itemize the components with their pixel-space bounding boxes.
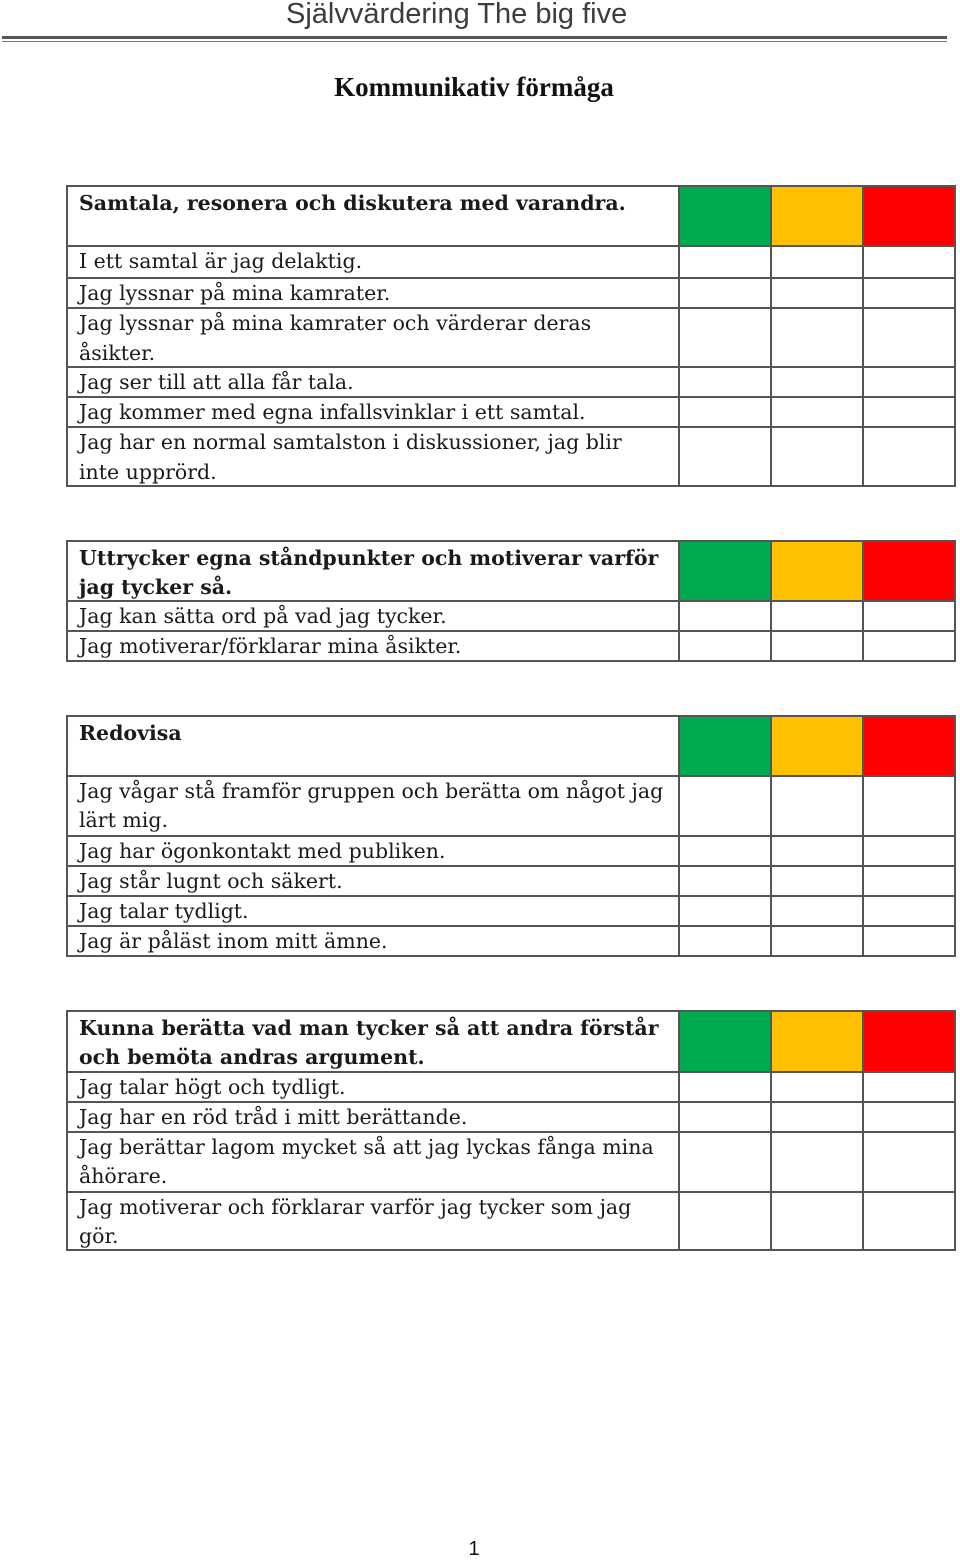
section-heading-row (68, 717, 954, 775)
header-title: Självvärdering The big five (286, 0, 628, 30)
rating-red-cell[interactable] (864, 247, 954, 277)
section-samtala (66, 185, 956, 487)
rating-green-cell[interactable] (680, 867, 772, 895)
rating-red-cell[interactable] (864, 398, 954, 426)
rating-red-cell[interactable] (864, 602, 954, 630)
rating-red-cell[interactable] (864, 1103, 954, 1131)
criterion-row (68, 1073, 954, 1101)
section-heading-row (68, 542, 954, 600)
criterion-row (68, 777, 954, 835)
criterion-text: Jag har en röd tråd i mitt berättande. (68, 1103, 680, 1131)
criterion-row (68, 1193, 954, 1249)
rating-yellow-cell[interactable] (772, 632, 864, 660)
rating-green-cell[interactable] (680, 632, 772, 660)
rating-red-cell[interactable] (864, 837, 954, 865)
criterion-row (68, 428, 954, 485)
section-heading-row (68, 1012, 954, 1071)
criterion-row (68, 837, 954, 865)
criterion-row (68, 247, 954, 277)
rating-green-cell[interactable] (680, 187, 772, 245)
rating-yellow-cell[interactable] (772, 428, 864, 485)
criterion-text: Jag står lugnt och säkert. (68, 867, 680, 895)
rating-yellow-cell[interactable] (772, 187, 864, 245)
section-heading-row (68, 187, 954, 245)
rating-yellow-cell[interactable] (772, 1073, 864, 1101)
section-heading: Kunna berätta vad man tycker så att andra förstår och bemöta andras argument. (68, 1012, 680, 1071)
rating-green-cell[interactable] (680, 368, 772, 396)
criterion-text: I ett samtal är jag delaktig. (68, 247, 680, 277)
rating-green-cell[interactable] (680, 398, 772, 426)
rating-yellow-cell[interactable] (772, 309, 864, 366)
criterion-text: Jag motiverar och förklarar varför jag tycker som jag gör. (68, 1193, 680, 1249)
criterion-row (68, 1133, 954, 1191)
rating-red-cell[interactable] (864, 368, 954, 396)
criterion-row (68, 1103, 954, 1131)
rating-green-cell[interactable] (680, 542, 772, 600)
rating-red-cell[interactable] (864, 717, 954, 775)
criterion-row (68, 279, 954, 307)
rating-green-cell[interactable] (680, 777, 772, 835)
rating-yellow-cell[interactable] (772, 1012, 864, 1071)
rating-yellow-cell[interactable] (772, 368, 864, 396)
rating-red-cell[interactable] (864, 309, 954, 366)
rating-green-cell[interactable] (680, 602, 772, 630)
rating-red-cell[interactable] (864, 632, 954, 660)
rating-red-cell[interactable] (864, 542, 954, 600)
criterion-row (68, 897, 954, 925)
header-rule-thin (2, 41, 947, 42)
header-rule (2, 36, 947, 39)
rating-green-cell[interactable] (680, 1103, 772, 1131)
rating-red-cell[interactable] (864, 187, 954, 245)
criterion-row (68, 309, 954, 366)
criterion-text: Jag talar tydligt. (68, 897, 680, 925)
rating-green-cell[interactable] (680, 1012, 772, 1071)
page-header (0, 0, 960, 48)
criterion-text: Jag berättar lagom mycket så att jag lyckas fånga mina åhörare. (68, 1133, 680, 1191)
criterion-text: Jag kan sätta ord på vad jag tycker. (68, 602, 680, 630)
rating-yellow-cell[interactable] (772, 927, 864, 955)
criterion-row (68, 927, 954, 955)
rating-red-cell[interactable] (864, 897, 954, 925)
criterion-text: Jag lyssnar på mina kamrater. (68, 279, 680, 307)
rating-green-cell[interactable] (680, 1073, 772, 1101)
page-number: 1 (468, 1538, 480, 1560)
rating-yellow-cell[interactable] (772, 1193, 864, 1249)
rating-red-cell[interactable] (864, 1133, 954, 1191)
rating-red-cell[interactable] (864, 927, 954, 955)
rating-yellow-cell[interactable] (772, 247, 864, 277)
criterion-text: Jag ser till att alla får tala. (68, 368, 680, 396)
document-title: Kommunikativ förmåga (334, 72, 614, 102)
rating-red-cell[interactable] (864, 867, 954, 895)
criterion-text: Jag är påläst inom mitt ämne. (68, 927, 680, 955)
section-standpunkter (66, 540, 956, 662)
rating-yellow-cell[interactable] (772, 602, 864, 630)
rating-yellow-cell[interactable] (772, 1103, 864, 1131)
criterion-text: Jag har en normal samtalston i diskussioner, jag blir inte upprörd. (68, 428, 680, 485)
rating-red-cell[interactable] (864, 777, 954, 835)
section-heading: Redovisa (68, 717, 680, 775)
criterion-text: Jag talar högt och tydligt. (68, 1073, 680, 1101)
rating-red-cell[interactable] (864, 1012, 954, 1071)
criterion-row (68, 867, 954, 895)
rating-yellow-cell[interactable] (772, 897, 864, 925)
rating-red-cell[interactable] (864, 1193, 954, 1249)
criterion-row (68, 602, 954, 630)
rating-yellow-cell[interactable] (772, 777, 864, 835)
criterion-text: Jag har ögonkontakt med publiken. (68, 837, 680, 865)
criterion-text: Jag vågar stå framför gruppen och berätta om något jag lärt mig. (68, 777, 680, 835)
section-berätta (66, 1010, 956, 1251)
rating-yellow-cell[interactable] (772, 717, 864, 775)
criterion-text: Jag lyssnar på mina kamrater och värderar deras åsikter. (68, 309, 680, 366)
rating-yellow-cell[interactable] (772, 279, 864, 307)
rating-green-cell[interactable] (680, 897, 772, 925)
rating-green-cell[interactable] (680, 279, 772, 307)
rating-red-cell[interactable] (864, 428, 954, 485)
rating-yellow-cell[interactable] (772, 1133, 864, 1191)
rating-green-cell[interactable] (680, 717, 772, 775)
rating-red-cell[interactable] (864, 1073, 954, 1101)
criterion-row (68, 632, 954, 660)
rating-green-cell[interactable] (680, 1133, 772, 1191)
criterion-text: Jag kommer med egna infallsvinklar i ett samtal. (68, 398, 680, 426)
rating-green-cell[interactable] (680, 1193, 772, 1249)
rating-yellow-cell[interactable] (772, 837, 864, 865)
rating-yellow-cell[interactable] (772, 398, 864, 426)
criterion-row (68, 368, 954, 396)
rating-green-cell[interactable] (680, 247, 772, 277)
section-heading: Samtala, resonera och diskutera med varandra. (68, 187, 680, 245)
criterion-row (68, 398, 954, 426)
rating-green-cell[interactable] (680, 837, 772, 865)
rating-green-cell[interactable] (680, 309, 772, 366)
rating-yellow-cell[interactable] (772, 867, 864, 895)
rating-red-cell[interactable] (864, 279, 954, 307)
section-redovisa (66, 715, 956, 957)
criterion-text: Jag motiverar/förklarar mina åsikter. (68, 632, 680, 660)
rating-yellow-cell[interactable] (772, 542, 864, 600)
rating-green-cell[interactable] (680, 428, 772, 485)
rating-green-cell[interactable] (680, 927, 772, 955)
section-heading: Uttrycker egna ståndpunkter och motiverar varför jag tycker så. (68, 542, 680, 600)
